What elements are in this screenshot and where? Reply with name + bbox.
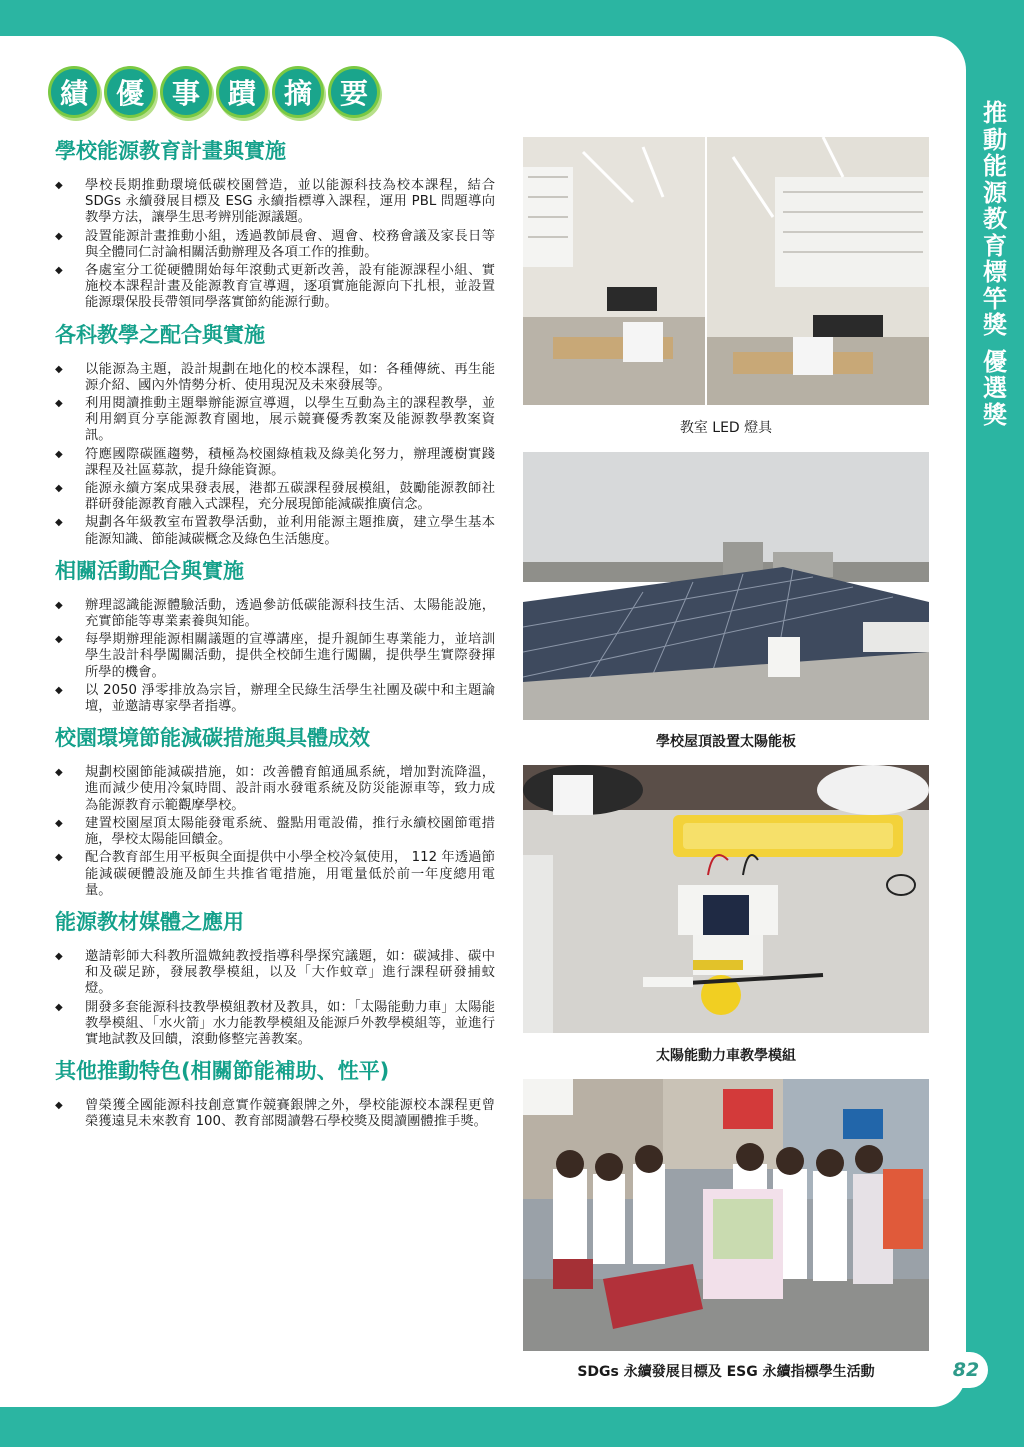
diamond-bullet-icon: ◆ [55, 180, 63, 191]
side-title-char: 推 [983, 99, 1007, 127]
activity-caption-text: SDGs 永續發展目標及 ESG 永續指標學生活動 [577, 1364, 875, 1380]
diamond-bullet-icon: ◆ [55, 599, 63, 611]
diamond-bullet-icon: ◆ [55, 398, 63, 410]
page-number-text: 82 [952, 1359, 980, 1381]
side-title-char: 能 [983, 152, 1007, 180]
bullet-list [55, 765, 495, 899]
solar-car-photo [523, 765, 929, 1033]
list-item-text: 規劃各年級教室布置教學活動，並利用能源主題推廣，建立學生基本能源知識、節能減碳概念及綠色生活態度。 [85, 515, 495, 547]
rooftop-solar-photo [523, 452, 929, 720]
list-item [55, 481, 495, 513]
diamond-bullet-icon: ◆ [55, 634, 63, 646]
list-item-text: 曾榮獲全國能源科技創意實作競賽銀牌之外，學校能源校本課程更曾榮獲遠見未來教育 100、教育部閱讀磐石學校獎及閱讀團體推手獎。 [85, 1098, 495, 1130]
title-char: 摘 [272, 66, 324, 118]
section-heading: 其他推動特色(相關節能補助、性平) [55, 1059, 390, 1084]
side-title-char: 選 [983, 374, 1007, 402]
list-item [55, 598, 495, 630]
list-item-text: 配合教育部生用平板與全面提供中小學全校冷氣使用， 112 年透過節能減碳硬體設施及師生共推省電措施，用電量低於前一年度總用電量。 [85, 850, 495, 898]
list-item [55, 229, 495, 261]
solar-caption-text: 學校屋頂設置太陽能板 [656, 734, 796, 750]
classroom-caption [523, 418, 929, 438]
diamond-bullet-icon: ◆ [55, 950, 63, 962]
side-title-char: 源 [983, 178, 1007, 207]
side-title-char: 獎 [983, 400, 1007, 429]
list-item-text: 以能源為主題，設計規劃在地化的校本課程，如：各種傳統、再生能源介紹、國內外情勢分析、使用現況及未來發展等。 [85, 361, 495, 393]
list-item-text: 學校長期推動環境低碳校園營造，並以能源科技為校本課程，結合 SDGs 永續發展目標及 ESG 永續指標導入課程，運用 PBL 問題導向教學方法，讓學生思考辨別能源議題。 [85, 178, 495, 226]
section-heading: 學校能源教育計畫與實施 [55, 139, 286, 163]
side-title-char: 優 [983, 347, 1007, 376]
list-item [55, 263, 495, 312]
list-item-text: 各處室分工從硬體開始每年滾動式更新改善，設有能源課程小組、實施校本課程計畫及能源教育宣導週，逐項實施能源向下扎根，並設置能源環保股長帶領同學落實節約能源行動。 [85, 263, 495, 311]
list-item-text: 建置校園屋頂太陽能發電系統、盤點用電設備，推行永續校園節電措施，學校太陽能回饋金。 [85, 815, 495, 848]
side-title-char: 竿 [983, 284, 1007, 313]
diamond-bullet-icon: ◆ [55, 517, 63, 529]
student-activity-photo [523, 1079, 929, 1351]
side-title-char: 育 [983, 231, 1007, 260]
page-number [944, 1352, 988, 1388]
bullet-list [55, 178, 495, 312]
title-char: 優 [104, 66, 156, 118]
diamond-bullet-icon: ◆ [55, 767, 63, 779]
list-item-text: 開發多套能源科技教學模組教材及教具，如：「太陽能動力車」太陽能教學模組、「水火箭」水力能教學模組及能源戶外教學模組等，並進行實地試教及回饋，滾動修整完善教案。 [85, 999, 495, 1047]
diamond-bullet-icon: ◆ [55, 265, 63, 277]
bullet-list [55, 598, 495, 715]
side-title-char: 標 [983, 258, 1007, 286]
classroom-caption-text: 教室 LED 燈具 [679, 420, 773, 436]
side-title-char: 教 [983, 205, 1007, 233]
section-heading: 相關活動配合與實施 [55, 558, 244, 583]
list-item [55, 949, 495, 998]
section-heading: 校園環境節能減碳措施與具體成效 [55, 726, 370, 751]
section-heading: 能源教材媒體之應用 [55, 909, 244, 934]
list-item-text: 邀請彰師大科教所溫媺純教授指導科學探究議題，如：碳減排、碳中和及碳足跡，發展教學模組，以及「大作蚊章」進行課程研發捕蚊燈。 [85, 948, 495, 997]
list-item [55, 683, 495, 715]
list-item [55, 765, 495, 814]
diamond-bullet-icon: ◆ [55, 817, 63, 829]
list-item [55, 1098, 495, 1130]
solar-car-image [523, 765, 929, 1033]
list-item-text: 以 2050 淨零排放為宗旨，辦理全民綠生活學生社團及碳中和主題論壇，並邀請專家學者指導。 [85, 682, 495, 715]
solar-car-caption-text: 太陽能動力車教學模組 [656, 1048, 796, 1064]
title-char: 要 [328, 66, 380, 118]
list-item [55, 1000, 495, 1049]
list-item-text: 利用閱讀推動主題舉辦能源宣導週，以學生互動為主的課程教學，並利用網頁分享能源教育園地，展示競賽優秀教案及能源教學教案資訊。 [85, 396, 495, 444]
solar-caption [523, 732, 929, 752]
student-activity-image [523, 1079, 929, 1351]
section-heading: 各科教學之配合與實施 [55, 322, 265, 347]
title-char: 蹟 [216, 66, 268, 118]
list-item [55, 816, 495, 848]
title-char: 事 [160, 66, 212, 118]
list-item [55, 515, 495, 547]
rooftop-solar-image [523, 452, 929, 720]
list-item [55, 362, 495, 394]
list-item [55, 632, 495, 681]
side-title-char: 動 [983, 125, 1007, 154]
list-item [55, 178, 495, 227]
diamond-bullet-icon: ◆ [55, 483, 63, 495]
list-item-text: 能源永續方案成果發表展，港都五碳課程發展模組，鼓勵能源教師社群研發能源教育融入式課程，充分展現節能減碳推廣信念。 [85, 481, 495, 513]
bullet-list [55, 949, 495, 1048]
diamond-bullet-icon: ◆ [55, 1100, 63, 1112]
page-title [48, 66, 380, 118]
list-item [55, 396, 495, 445]
diamond-bullet-icon: ◆ [55, 448, 63, 460]
diamond-bullet-icon: ◆ [55, 363, 63, 375]
title-char: 績 [48, 66, 100, 118]
list-item-text: 辦理認識能源體驗活動，透過參訪低碳能源科技生活、太陽能設施，充實節能等專業素養與知能。 [85, 597, 495, 630]
diamond-bullet-icon: ◆ [55, 230, 63, 242]
diamond-bullet-icon: ◆ [55, 1001, 63, 1013]
solar-car-caption [523, 1046, 929, 1066]
classroom-led-image [523, 137, 929, 405]
diamond-bullet-icon: ◆ [55, 852, 63, 864]
list-item-text: 每學期辦理能源相關議題的宣導講座，提升親師生專業能力，並培訓學生設計科學闖關活動，提供全校師生進行闖關，提供學生實際發揮所學的機會。 [85, 632, 495, 680]
main-content [55, 136, 495, 1139]
list-item [55, 850, 495, 899]
activity-caption [523, 1362, 929, 1382]
list-item-text: 設置能源計畫推動小組，透過教師晨會、週會、校務會議及家長日等與全體同仁討論相關活動辦理及各項工作的推動。 [85, 228, 495, 260]
side-title-char: 獎 [983, 311, 1007, 339]
bullet-list [55, 1098, 495, 1130]
classroom-led-photo [523, 137, 929, 405]
bullet-list [55, 362, 495, 548]
list-item-text: 符應國際碳匯趨勢，積極為校園綠植栽及綠美化努力，辦理護樹實踐課程及社區募款，提升綠能資源。 [85, 446, 495, 478]
list-item [55, 447, 495, 479]
side-vertical-title [966, 100, 1024, 428]
list-item-text: 規劃校園節能減碳措施，如：改善體育館通風系統，增加對流降溫，進而減少使用冷氣時間、設計雨水發電系統及防災能源車等，致力成為能源教育示範觀摩學校。 [85, 765, 495, 813]
diamond-bullet-icon: ◆ [55, 684, 63, 696]
